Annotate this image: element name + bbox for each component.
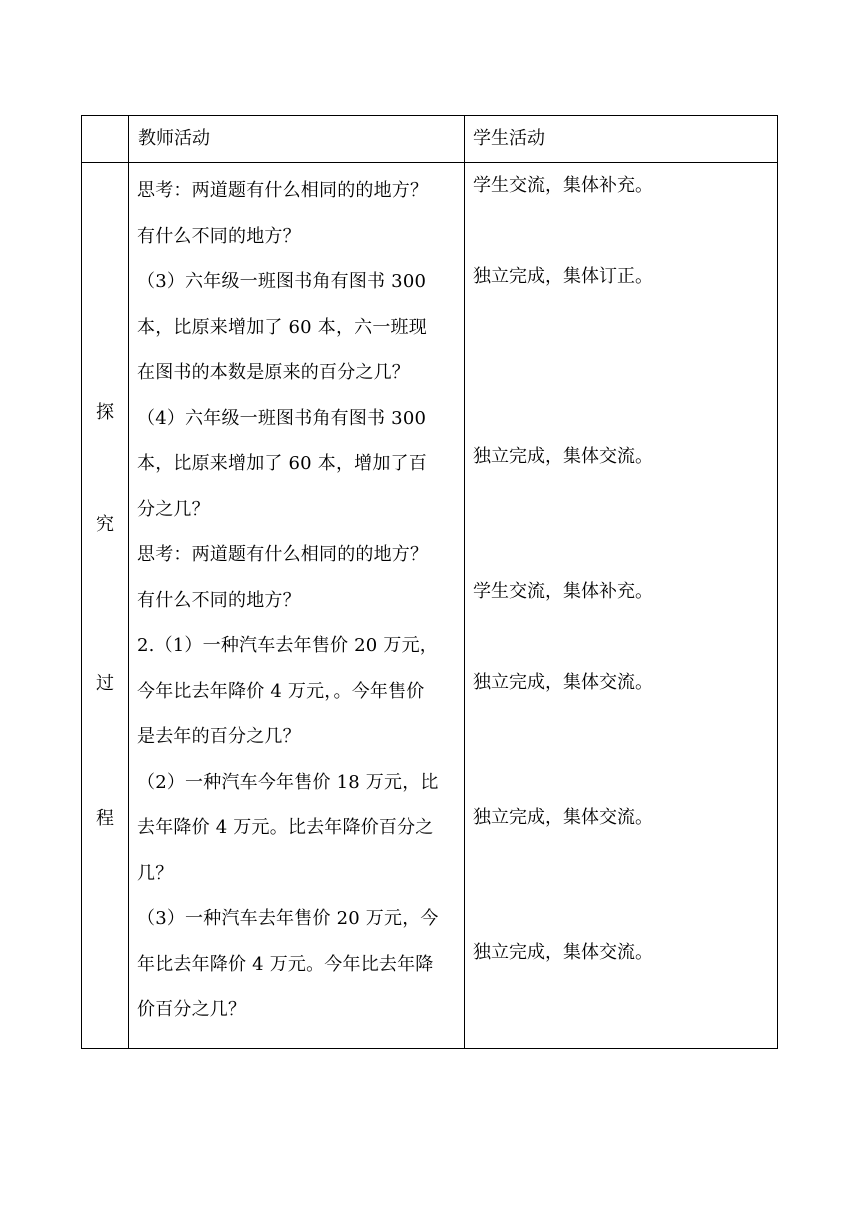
- stage-label-char: 程: [96, 808, 114, 829]
- teacher-line: （4）六年级一班图书角有图书 300: [137, 407, 427, 429]
- student-activity-item: 独立完成，集体订正。: [473, 266, 653, 287]
- teacher-line: （2）一种汽车今年售价 18 万元，比: [137, 771, 439, 793]
- teacher-line: 去年降价 4 万元。比去年降价百分之: [137, 817, 434, 838]
- student-activity-item: 独立完成，集体交流。: [473, 807, 653, 828]
- header-teacher-activity: 教师活动: [138, 128, 210, 149]
- student-activity-item: 独立完成，集体交流。: [473, 446, 653, 467]
- teacher-line: 是去年的百分之几？: [137, 726, 301, 747]
- teacher-line: 本，比原来增加了 60 本，增加了百: [137, 453, 427, 474]
- teacher-line: （3）一种汽车去年售价 20 万元，今: [137, 908, 439, 929]
- teacher-line: 今年比去年降价 4 万元，。今年售价: [137, 680, 425, 702]
- teacher-line: 思考：两道题有什么相同的的地方？: [137, 180, 429, 201]
- teacher-line: 价百分之几？: [137, 999, 247, 1020]
- stage-label-char: 过: [96, 673, 114, 694]
- header-divider: [82, 162, 777, 163]
- teacher-line: 有什么不同的地方？: [137, 589, 301, 611]
- lesson-table: [81, 115, 778, 1049]
- teacher-line: 本，比原来增加了 60 本，六一班现: [137, 316, 427, 338]
- header-student-activity: 学生活动: [473, 128, 545, 149]
- student-activity-item: 独立完成，集体交流。: [473, 942, 653, 963]
- column-divider-stage: [128, 116, 129, 1048]
- student-activity-item: 学生交流，集体补充。: [473, 175, 653, 196]
- teacher-line: 分之几？: [137, 498, 210, 520]
- teacher-line: 思考：两道题有什么相同的的地方？: [137, 544, 429, 565]
- teacher-line: 有什么不同的地方？: [137, 225, 301, 247]
- teacher-line: 年比去年降价 4 万元。今年比去年降: [137, 953, 434, 975]
- teacher-line: 在图书的本数是原来的百分之几？: [137, 362, 410, 383]
- stage-label-char: 探: [96, 402, 114, 423]
- teacher-line: 几？: [137, 862, 174, 884]
- teacher-activity-content: [137, 168, 467, 1033]
- student-activity-item: 独立完成，集体交流。: [473, 672, 653, 693]
- teacher-line: （3）六年级一班图书角有图书 300: [137, 271, 427, 292]
- student-activity-item: 学生交流，集体补充。: [473, 581, 653, 602]
- stage-label-char: 究: [96, 514, 114, 535]
- teacher-line: 2.（1）一种汽车去年售价 20 万元，: [137, 635, 438, 656]
